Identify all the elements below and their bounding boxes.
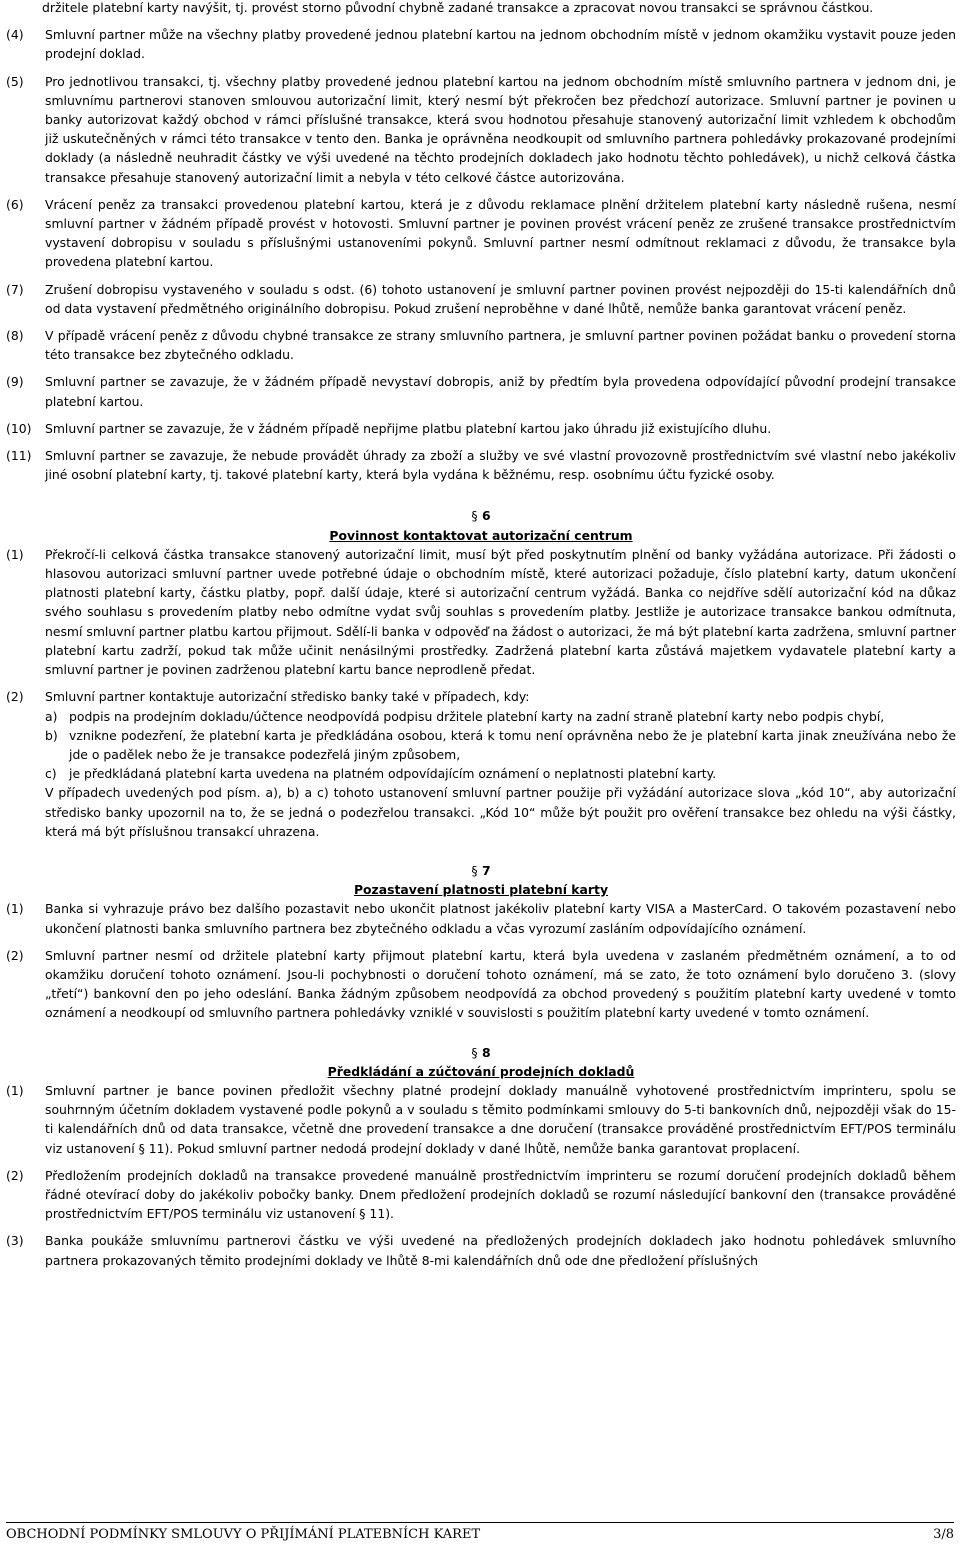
list-text: podpis na prodejním dokladu/účtence neodpovídá podpisu držitele platební karty na zadní straně platební karty nebo podpis chybí, — [69, 708, 885, 724]
page-number: 3/8 — [933, 1527, 954, 1542]
list-letter: b) — [45, 727, 58, 743]
paragraph-6 — [6, 195, 956, 272]
footer-title: OBCHODNÍ PODMÍNKY SMLOUVY O PŘIJÍMÁNÍ PLATEBNÍCH KARET — [6, 1527, 481, 1542]
paragraph-10 — [6, 419, 956, 438]
section-number — [6, 506, 956, 525]
section-number — [6, 1043, 956, 1062]
section6-paragraph-2 — [6, 687, 956, 841]
paragraph-text: Pro jednotlivou transakci, tj. všechny platby provedené jednou platební kartou na jednom obchodním místě smluvního partnera v jednom dni, je smluvnímu partnerovi stanoven smlouvou autorizační limit, který nesmí být překročen bez předchozí autorizace. Smluvní partner je povinen u banky autorizovat každý obchod v rámci příslušné transakce, která svou hodnotou přesahuje stanovený autorizační limit vzhledem k obchodům již uskutečněných v rámci této transakce v tento den. Banka je oprávněna neodkoupit od smluvního partnera pohledávky prokazované prodejními doklady (a následně neuhradit částky ve výši uvedené na těchto prodejních dokladech jako hodnotu těchto pohledávek), u nichž celková částka transakce přesahuje stanovený autorizační limit a nebyla v této celkové částce autorizována. — [45, 73, 956, 185]
section-symbol: § — [471, 1044, 478, 1060]
paragraph-text: Předložením prodejních dokladů na transakce provedené manuálně prostřednictvím imprinteru se rozumí doručení prodejních dokladů během řádné otevírací doby do jakékoliv pobočky banky. Dnem předložení prodejních dokladů se rozumí následující bankovní den (transakce prováděné prostřednictvím EFT/POS terminálu viz ustanovení § 11). — [45, 1167, 956, 1222]
section7-paragraph-1 — [6, 899, 956, 937]
paragraph-8 — [6, 326, 956, 364]
list-item-b — [45, 726, 956, 764]
paragraph-text: V případě vrácení peněz z důvodu chybné transakce ze strany smluvního partnera, je smluvní partner povinen požádat banku o provedení storna této transakce bez zbytečného odkladu. — [45, 328, 956, 363]
paragraph-number: (1) — [6, 1082, 24, 1098]
section7-paragraph-2 — [6, 946, 956, 1023]
paragraph-text: Smluvní partner nesmí od držitele platební karty přijmout platební kartu, která byla uvedena v zaslaném předmětném oznámení, a to od okamžiku doručení tohoto oznámení. Jsou-li pochybnosti o doručení tohoto oznámení, má se zato, že toto oznámení bylo doručeno 3. (slovy „třetí“) bankovní den po jeho odeslání. Banka žádným způsobem neodpovídá za obchod provedený s použitím platební karty uvedené v tomto oznámení a neodkoupí od smluvního partnera pohledávky vzniklé v souvislosti s použitím platební karty uvedené v tomto oznámení. — [45, 947, 956, 1021]
section-heading-7 — [6, 861, 956, 899]
paragraph-number: (11) — [6, 448, 32, 464]
section-symbol: § — [471, 508, 478, 524]
list-letter: a) — [45, 708, 58, 724]
paragraph-number: (2) — [6, 1167, 24, 1183]
paragraph-4 — [6, 25, 956, 63]
paragraph-number: (3) — [6, 1233, 24, 1249]
paragraph-number: (5) — [6, 73, 24, 89]
section-number-value: 6 — [481, 508, 491, 524]
paragraph-number: (1) — [6, 901, 24, 917]
section-heading-8 — [6, 1043, 956, 1081]
section-title: Povinnost kontaktovat autorizační centrum — [329, 527, 633, 543]
list-text: je předkládaná platební karta uvedena na platném odpovídajícím oznámení o neplatnosti platební karty. — [69, 766, 717, 782]
continuation-paragraph — [6, 0, 956, 17]
list-item-c — [45, 764, 956, 783]
page-footer — [6, 1526, 954, 1544]
paragraph-number: (2) — [6, 947, 24, 963]
paragraph-text: držitele platební karty navýšit, tj. provést storno původní chybně zadané transakce a zpracovat novou transakci se správnou částkou. — [42, 0, 874, 15]
paragraph-9 — [6, 372, 956, 410]
paragraph-text: Banka poukáže smluvnímu partnerovi částku ve výši uvedené na předložených prodejních dokladech jako hodnotu pohledávek smluvního partnera prokazovaných těmito prodejními doklady ve lhůtě 8-mi kalendářních dnů ode dne předložení příslušných — [45, 1233, 956, 1268]
section8-paragraph-3 — [6, 1231, 956, 1269]
list-item-a — [45, 707, 956, 726]
paragraph-11 — [6, 446, 956, 484]
paragraph-number: (7) — [6, 281, 24, 297]
paragraph-text: Smluvní partner je bance povinen předložit všechny platné prodejní doklady manuálně vyhotovené prostřednictvím imprinteru, spolu se souhrnným účetním dokladem vystavené podle pokynů a v souladu s těmito podmínkami smlouvy do 5-ti bankovních dnů, nejpozději však do 15-ti kalendářních dnů od data transakce, včetně dne provedení transakce a dne doručení (transakce prováděné prostřednictvím EFT/POS terminálu viz ustanovení § 11). Pokud smluvní partner nedodá prodejní doklady v dané lhůtě, nemůže banka garantovat proplacení. — [45, 1082, 956, 1156]
document-body — [6, 0, 956, 1278]
section-title: Předkládání a zúčtování prodejních dokladů — [327, 1063, 635, 1079]
section6-paragraph-1 — [6, 545, 956, 679]
paragraph-5 — [6, 72, 956, 187]
paragraph-text: Smluvní partner může na všechny platby provedené jednou platební kartou na jednom obchodním místě v jednom okamžiku vystavit pouze jeden prodejní doklad. — [45, 27, 956, 62]
section-heading-6 — [6, 506, 956, 544]
paragraph-lead: Smluvní partner kontaktuje autorizační středisko banky také v případech, kdy: — [45, 689, 530, 705]
footer-divider — [6, 1522, 954, 1523]
section-number-value: 7 — [481, 862, 491, 878]
paragraph-text: Smluvní partner se zavazuje, že nebude provádět úhrady za zboží a služby ve své vlastní provozovně prostřednictvím své vlastní nebo jakékoliv jiné osobní platební karty, tj. takové platební karty, která byla vydána k běžnému, resp. osobnímu účtu fyzické osoby. — [45, 448, 956, 483]
paragraph-number: (9) — [6, 374, 24, 390]
list-letter: c) — [45, 766, 57, 782]
section-number — [6, 861, 956, 880]
section-title: Pozastavení platnosti platební karty — [353, 882, 609, 898]
paragraph-number: (1) — [6, 546, 24, 562]
paragraph-text: Překročí-li celková částka transakce stanovený autorizační limit, musí být před poskytnutím plnění od banky vyžádána autorizace. Při žádosti o hlasovou autorizaci smluvní partner uvede potřebné údaje o obchodním místě, které autorizaci požaduje, číslo platební karty, datum ukončení platnosti platební karty, částku platby, popř. další údaje, které si autorizační centrum vyžádá. Banka co nejdříve sdělí autorizační kód na důkaz svého souhlasu s provedením platby nebo odmítne vydat svůj souhlas s provedením platby. Jestliže je autorizace transakce bankou odmítnuta, nesmí smluvní partner platbu kartou přijmout. Sdělí-li banka v odpověď na žádost o autorizaci, že má být platební karta zadržena, smluvní partner platební kartu zadrží, pokud tak může učinit nenásilnými prostředky. Zadržená platební karta zůstává majetkem vydavatele platební karty a smluvní partner je povinen zadrženou platební kartu bance neprodleně předat. — [45, 546, 956, 678]
section-number-value: 8 — [481, 1044, 491, 1060]
section8-paragraph-2 — [6, 1166, 956, 1224]
paragraph-number: (10) — [6, 420, 32, 436]
paragraph-text: Banka si vyhrazuje právo bez dalšího pozastavit nebo ukončit platnost jakékoliv platební karty VISA a MasterCard. O takovém pozastavení nebo ukončení platnosti banka smluvního partnera bez zbytečného odkladu a včas vyrozumí zasláním odpovídajícího oznámení. — [45, 901, 956, 936]
paragraph-text: Vrácení peněz za transakci provedenou platební kartou, která je z důvodu reklamace plnění držitelem platební karty následně rušena, nesmí smluvní partner v žádném případě provést v hotovosti. Smluvní partner je povinen provést vrácení peněz ze zrušené transakce prostřednictvím vystavení dobropisu v souladu s příslušnými ustanoveními pokynů. Smluvní partner nesmí odmítnout reklamaci z důvodu, že transakce byla provedena platební kartou. — [45, 196, 956, 270]
paragraph-text: Smluvní partner se zavazuje, že v žádném případě nepřijme platbu platební kartou jako úhradu již existujícího dluhu. — [45, 420, 772, 436]
paragraph-text: Zrušení dobropisu vystaveného v souladu s odst. (6) tohoto ustanovení je smluvní partner povinen provést nejpozději do 15-ti kalendářních dnů od data vystavení předmětného originálního dobropisu. Pokud zrušení neproběhne v dané lhůtě, nemůže banka garantovat vrácení peněz. — [45, 281, 956, 316]
section-symbol: § — [471, 862, 478, 878]
section8-paragraph-1 — [6, 1081, 956, 1158]
paragraph-7 — [6, 280, 956, 318]
paragraph-number: (6) — [6, 196, 24, 212]
paragraph-number: (4) — [6, 27, 24, 43]
paragraph-tail: V případech uvedených pod písm. a), b) a c) tohoto ustanovení smluvní partner použije při vyžádání autorizace slova „kód 10“, aby autorizační středisko banky upozornil na to, že se jedná o podezřelou transakci. „Kód 10“ může být použit pro ověření transakce bez ohledu na výši částky, která má být příslušnou transakcí uhrazena. — [45, 785, 956, 839]
paragraph-number: (8) — [6, 328, 24, 344]
paragraph-number: (2) — [6, 689, 24, 705]
list-text: vznikne podezření, že platební karta je předkládána osobou, která k tomu není oprávněna nebo že je platební karta jinak zneužívána nebo že jde o padělek nebo že je transakce podezřelá jiným způsobem, — [69, 727, 956, 762]
paragraph-text: Smluvní partner se zavazuje, že v žádném případě nevystaví dobropis, aniž by předtím byla provedena odpovídající původní prodejní transakce platební kartou. — [45, 374, 956, 409]
